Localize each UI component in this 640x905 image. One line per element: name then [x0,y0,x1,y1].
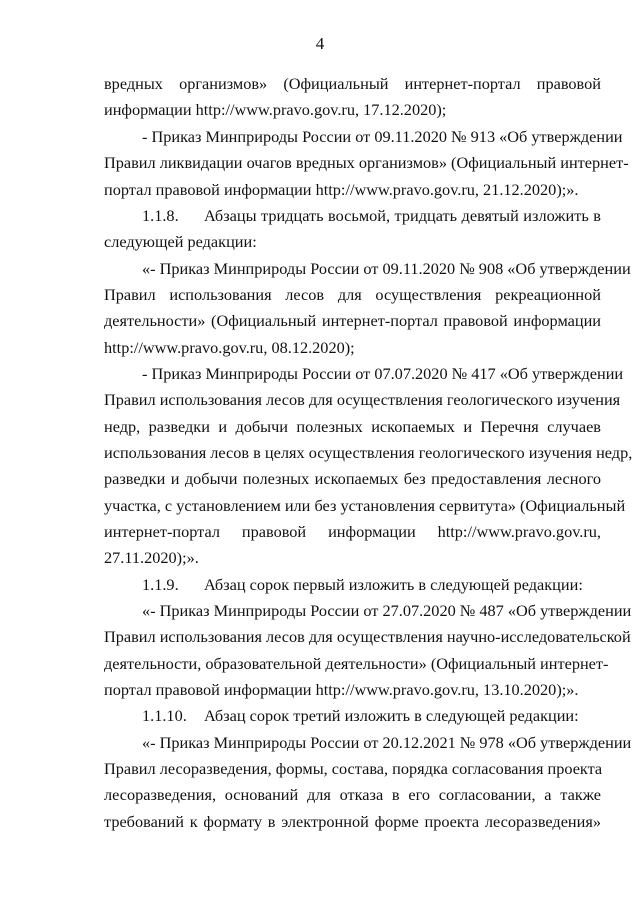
text-line: Абзацы тридцать восьмой, тридцать девятый изложить в [204,206,601,225]
page-number: 4 [315,34,325,53]
text-line: использования лесов в целях осуществления геологического изучения недр, [104,443,633,462]
text-line: Правил использования лесов для осуществления рекреационной [104,285,601,304]
text-line: Правил ликвидации очагов вредных организмов» (Официальный интернет- [104,153,629,172]
text-line: - Приказ Минприроды России от 09.11.2020 № 913 «Об утверждении [142,127,623,146]
clause-number: 1.1.8. [142,206,179,225]
text-line: деятельности, образовательной деятельности» (Официальный интернет- [104,654,609,673]
text-line: Правил использования лесов для осуществления научно-исследовательской [104,627,631,646]
clause-1-1-8 [142,206,601,226]
text-line: портал правовой информации http://www.pravo.gov.ru, 13.10.2020);». [104,680,579,699]
clause-1-1-10 [142,706,601,726]
text-line: Правил лесоразведения, формы, состава, порядка согласования проекта [104,759,603,778]
text-line: следующей редакции: [104,232,257,251]
text-line: «- Приказ Минприроды России от 09.11.2020 № 908 «Об утверждении [142,259,631,278]
clause-number: 1.1.10. [142,706,187,725]
text-line: 27.11.2020);». [104,548,199,567]
text-line: портал правовой информации http://www.pravo.gov.ru, 21.12.2020);». [104,180,579,199]
text-line: вредных организмов» (Официальный интернет-портал правовой [104,74,601,93]
text-line: интернет-портал правовой информации http://www.pravo.gov.ru, [104,522,601,541]
text-line: разведки и добычи полезных ископаемых без предоставления лесного [104,469,601,488]
text-line: - Приказ Минприроды России от 07.07.2020 № 417 «Об утверждении [142,364,624,383]
clause-1-1-9 [142,575,601,595]
text-line: недр, разведки и добычи полезных ископаемых и Перечня случаев [104,417,601,436]
text-line: участка, с установлением или без установления сервитута» (Официальный [104,496,626,515]
clause-number: 1.1.9. [142,575,179,594]
text-line: информации http://www.pravo.gov.ru, 17.12.2020); [104,100,447,119]
text-line: Правил использования лесов для осуществления геологического изучения [104,390,621,409]
text-line: лесоразведения, оснований для отказа в его согласовании, а также [104,785,601,804]
text-line: «- Приказ Минприроды России от 27.07.2020 № 487 «Об утверждении [142,601,632,620]
text-line: Абзац сорок третий изложить в следующей редакции: [204,706,579,725]
text-line: требований к формату в электронной форме проекта лесоразведения» [104,812,601,831]
text-line: «- Приказ Минприроды России от 20.12.2021 № 978 «Об утверждении [142,733,632,752]
text-line: Абзац сорок первый изложить в следующей редакции: [204,575,583,594]
text-line: деятельности» (Официальный интернет-портал правовой информации [104,311,601,330]
text-line: http://www.pravo.gov.ru, 08.12.2020); [104,338,355,357]
